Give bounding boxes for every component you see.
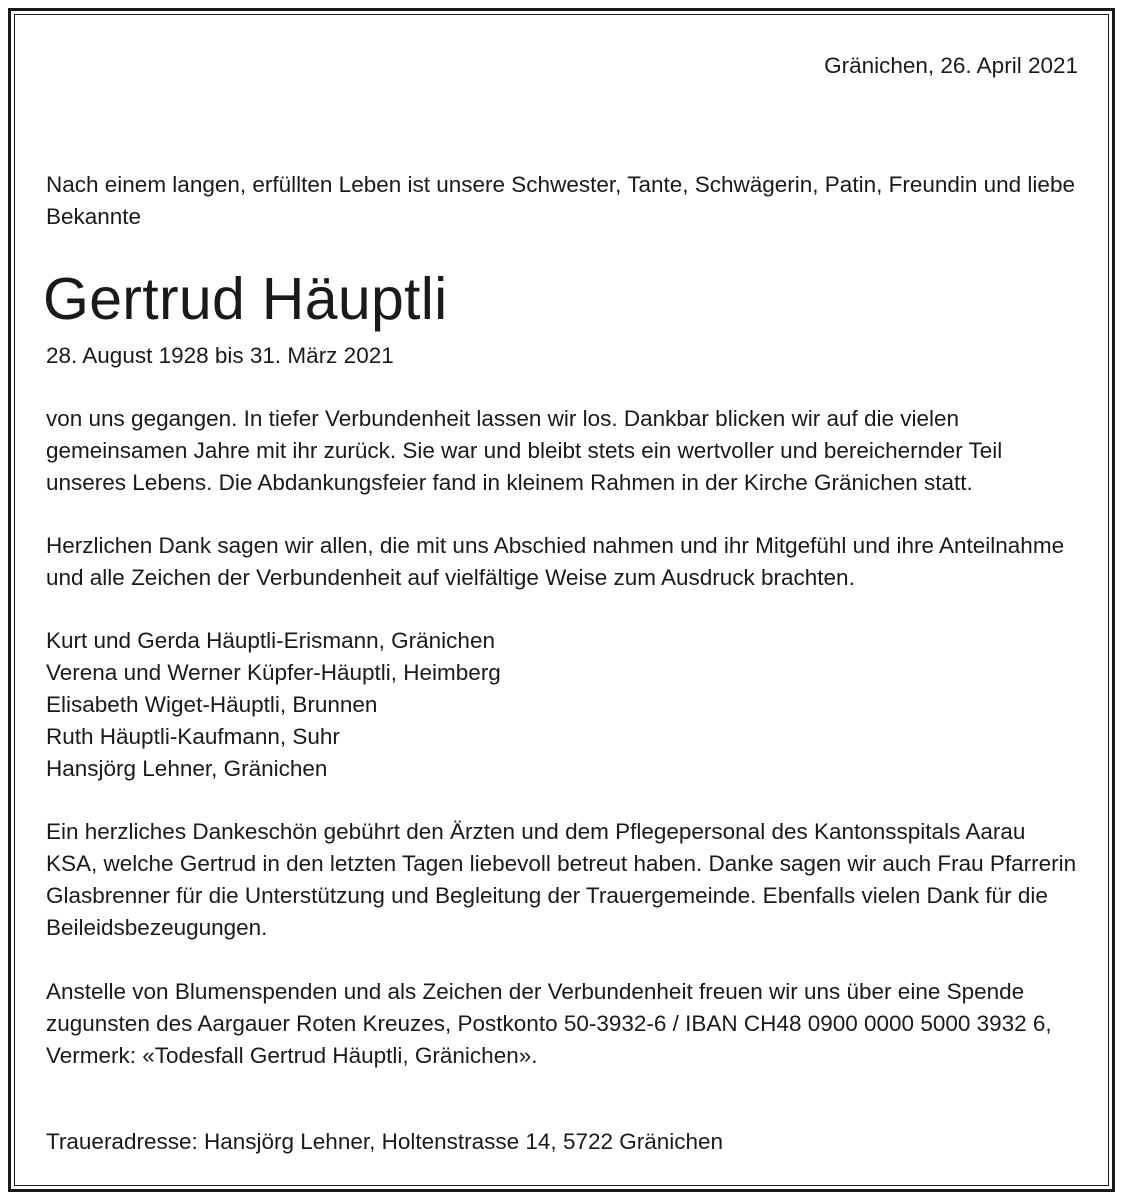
- mourner-entry: Kurt und Gerda Häuptli-Erismann, Gränichen: [46, 628, 495, 653]
- thanks-paragraph: Herzlichen Dank sagen wir allen, die mit uns Abschied nahmen und ihr Mitgefühl und ihre Anteilnahme und alle Zeichen der Verbundenheit auf vielfältige Weise zum Ausdruck brachten.: [46, 533, 1065, 590]
- mourner-entry: Hansjörg Lehner, Gränichen: [46, 756, 328, 781]
- obituary-notice: [43, 0, 1078, 1200]
- donation-paragraph: Anstelle von Blumenspenden und als Zeichen der Verbundenheit freuen wir uns über eine Spende zugunsten des Aargauer Roten Kreuzes, Postkonto 50-3932-6 / IBAN CH48 0900 0000 5000 3932 6, Vermerk: «Todesfall Gertrud Häuptli, Gränichen».: [46, 979, 1052, 1068]
- mourning-address: Traueradresse: Hansjörg Lehner, Holtenstrasse 14, 5722 Gränichen: [46, 1129, 724, 1154]
- farewell-paragraph: von uns gegangen. In tiefer Verbundenheit lassen wir los. Dankbar blicken wir auf die vielen gemeinsamen Jahre mit ihr zurück. Sie war und bleibt stets ein wertvoller und bereichernder Teil unseres Lebens. Die Abdankungsfeier fand in kleinem Rahmen in der Kirche Gränichen statt.: [46, 406, 1003, 495]
- mourners-list: [46, 625, 501, 785]
- mourner-entry: Verena und Werner Küpfer-Häuptli, Heimberg: [46, 660, 501, 685]
- mourner-entry: Ruth Häuptli-Kaufmann, Suhr: [46, 724, 340, 749]
- deceased-name: Gertrud Häuptli: [43, 266, 448, 332]
- dateline: Gränichen, 26. April 2021: [824, 53, 1078, 78]
- mourner-entry: Elisabeth Wiget-Häuptli, Brunnen: [46, 692, 378, 717]
- intro-text: Nach einem langen, erfüllten Leben ist unsere Schwester, Tante, Schwägerin, Patin, Freundin und liebe Bekannte: [46, 172, 1075, 229]
- life-dates: 28. August 1928 bis 31. März 2021: [46, 343, 394, 368]
- gratitude-paragraph: Ein herzliches Dankeschön gebührt den Ärzten und dem Pflegepersonal des Kantonsspitals Aarau KSA, welche Gertrud in den letzten Tagen liebevoll betreut haben. Danke sagen wir auch Frau Pfarrerin Glasbrenner für die Unterstützung und Begleitung der Trauergemeinde. Ebenfalls vielen Dank für die Beileidsbezeugungen.: [46, 819, 1077, 940]
